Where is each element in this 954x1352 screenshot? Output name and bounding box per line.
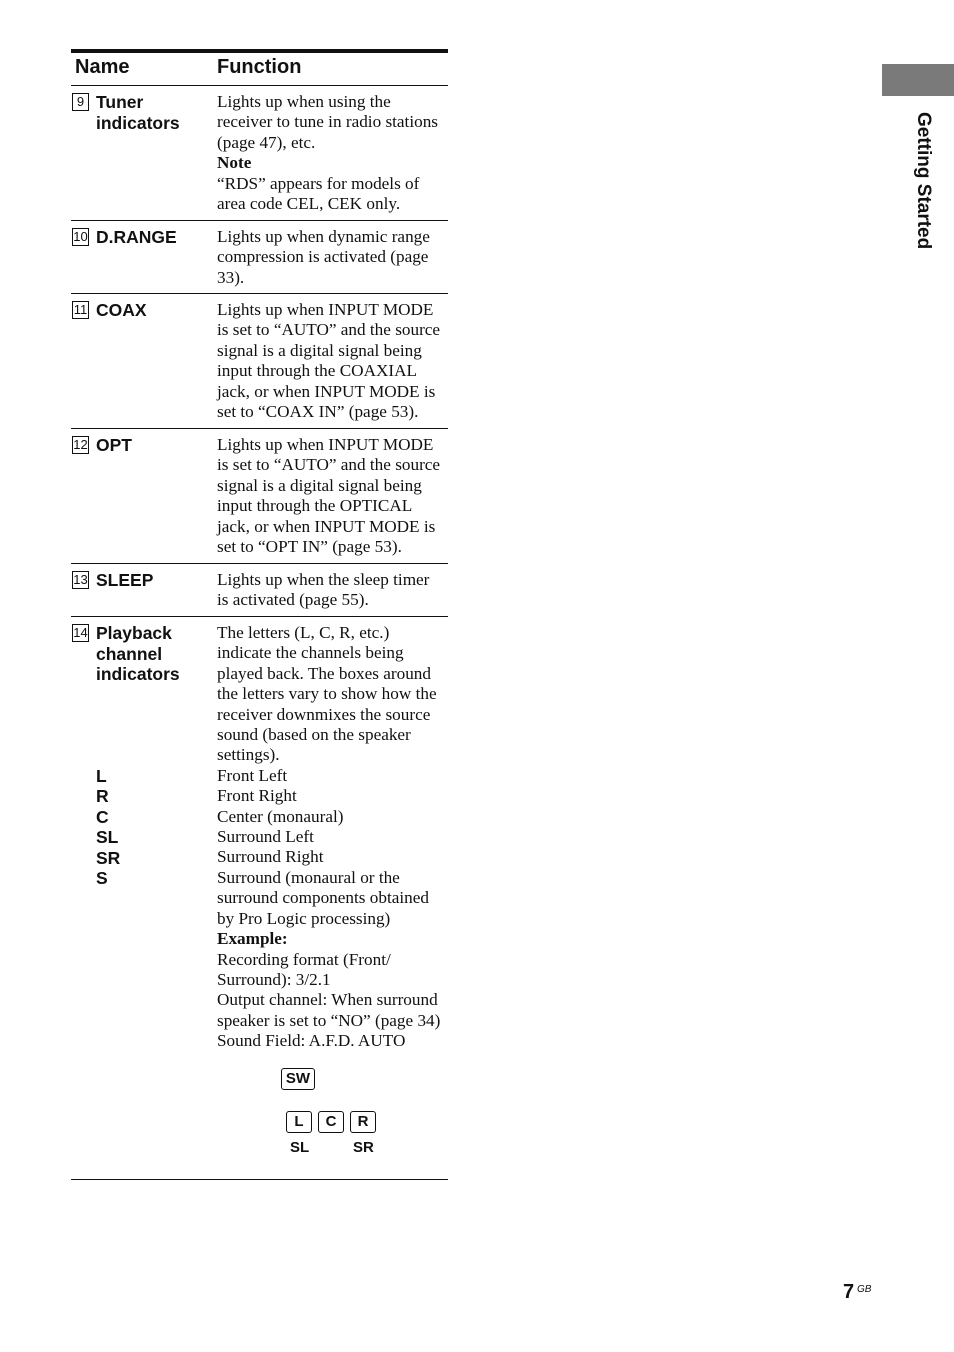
note-text: “RDS” appears for models of area code CEL, CEK only.	[217, 173, 420, 214]
item-name: COAX	[96, 300, 147, 320]
function-text: The letters (L, C, R, etc.) indicate the channels being played back. The boxes around the letters vary to show how the receiver downmixes the source sound (based on the speaker settings). Front Left Front Right Center (monaural) Surround Left Surround Right Surround (monaural or the surround components obtained by Pro Logic processing)	[217, 623, 437, 928]
item-name: OPT	[96, 435, 132, 455]
item-function: Lights up when the sleep timer is activated (page 55).	[217, 570, 430, 610]
item-number-badge: 9	[72, 93, 89, 111]
table-header	[71, 49, 448, 86]
item-function: Lights up when INPUT MODE is set to “AUTO” and the source signal is a digital signal being input through the COAXIAL jack, or when INPUT MODE is set to “COAX IN” (page 53).	[217, 300, 441, 422]
item-name: Playback channel indicators	[96, 623, 180, 684]
item-number-badge: 13	[73, 572, 88, 587]
channel-code: S	[96, 868, 108, 889]
table-row	[71, 221, 448, 294]
channel-code-list	[96, 766, 136, 888]
channel-code: SR	[96, 847, 121, 868]
channel-code: L	[96, 766, 107, 786]
item-function	[217, 92, 449, 214]
header-name: Name	[75, 56, 130, 78]
item-number-badge: 12	[73, 437, 88, 452]
example-label: Example:	[217, 929, 288, 949]
item-name: D.RANGE	[96, 227, 177, 247]
page-number: 7	[843, 1281, 855, 1303]
section-tab-marker	[882, 64, 954, 96]
channel-code: SL	[96, 827, 119, 848]
item-number-badge: 10	[73, 229, 88, 244]
table-row	[71, 294, 448, 429]
item-number-badge: 11	[73, 302, 88, 317]
r-indicator-box: R	[350, 1111, 376, 1133]
item-function: Lights up when INPUT MODE is set to “AUTO” and the source signal is a digital signal being input through the OPTICAL jack, or when INPUT MODE is set to “OPT IN” (page 53).	[217, 435, 441, 557]
item-name: Tuner indicators	[96, 92, 180, 133]
item-function: Lights up when dynamic range compression is activated (page 33).	[217, 227, 430, 287]
item-name: SLEEP	[96, 570, 154, 590]
table-row	[71, 564, 448, 617]
table-row	[71, 617, 448, 1180]
note-label: Note	[217, 153, 252, 173]
function-text: Lights up when using the receiver to tune in radio stations (page 47), etc.	[217, 92, 438, 152]
example-text: Recording format (Front/ Surround): 3/2.1 Output channel: When surround speaker is set to “NO” (page 34) Sound Field: A.F.D. AUTO	[217, 949, 441, 1051]
channel-code: R	[96, 786, 109, 807]
indicator-table	[71, 49, 448, 1180]
item-function	[217, 623, 449, 1052]
c-indicator-box: C	[318, 1111, 344, 1133]
l-indicator-box: L	[286, 1111, 312, 1133]
header-function: Function	[217, 56, 302, 78]
channel-code: C	[96, 806, 109, 827]
sl-indicator-label: SL	[290, 1139, 310, 1156]
sw-indicator-box: SW	[281, 1068, 315, 1090]
section-tab-label: Getting Started	[913, 112, 934, 250]
sr-indicator-label: SR	[353, 1139, 374, 1156]
item-number-badge: 14	[73, 625, 88, 640]
table-row	[71, 86, 448, 221]
page-number-suffix: GB	[857, 1284, 872, 1295]
table-row	[71, 429, 448, 564]
